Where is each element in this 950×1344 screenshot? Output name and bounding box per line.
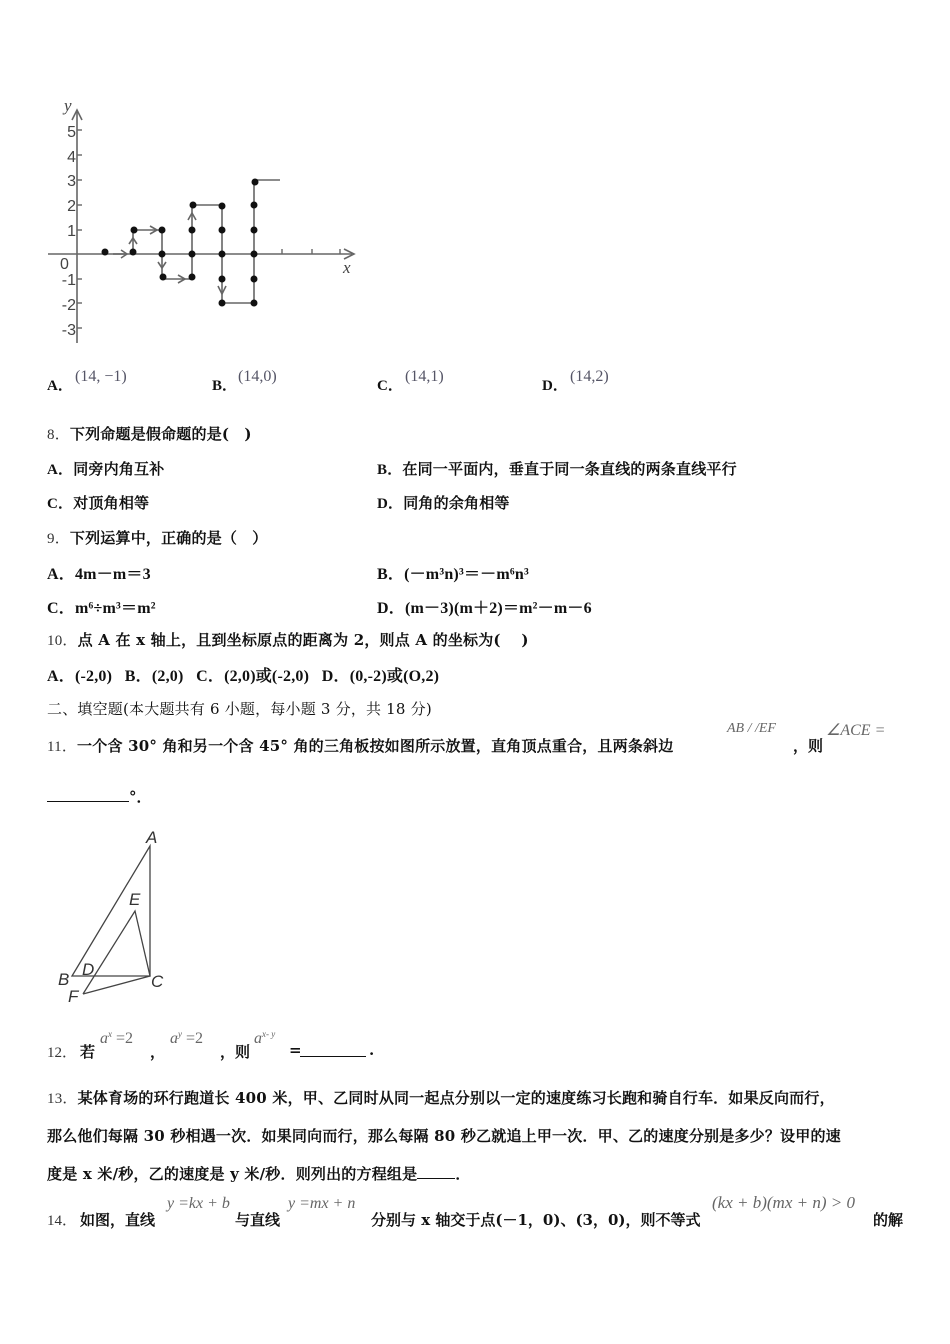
q14-math-inequality: (kx + b)(mx + n) > 0	[712, 1193, 855, 1212]
q7-option-b-value: (14,0)	[238, 368, 277, 385]
y-tick-neg3: -3	[61, 321, 76, 339]
q11-math-angle: ∠ACE =	[826, 722, 886, 739]
q8-option-c[interactable]: C．对顶角相等	[47, 494, 150, 512]
q14-math-line2: y =mx + n	[288, 1195, 356, 1212]
q13-line-2: 那么他们每隔 30 秒相遇一次．如果同向而行，那么每隔 80 秒乙就追上甲一次．甲、乙的速度分别是多少？设甲的速	[47, 1127, 841, 1145]
y-tick-4: 4	[67, 148, 76, 166]
y-tick-2: 2	[67, 198, 76, 216]
q9-stem: 9．下列运算中，正确的是（ ）	[47, 529, 268, 547]
x-axis-label: x	[343, 258, 351, 277]
label-D: D	[82, 960, 95, 979]
q8-option-a[interactable]: A．同旁内角互补	[47, 460, 165, 478]
y-tick-neg1: -1	[61, 272, 76, 290]
q9-option-d[interactable]: D．(m－3)(m＋2)＝m²－m－6	[377, 600, 592, 617]
q7-option-b[interactable]: B．	[212, 378, 238, 394]
q10-stem: 10．点 A 在 x 轴上，且到坐标原点的距离为 2，则点 A 的坐标为( )	[47, 631, 529, 649]
q11-stem: 11．一个含 30° 角和另一个含 45° 角的三角板按如图所示放置，直角顶点重合，且两条斜边	[47, 737, 674, 755]
section-heading: 二、填空题(本大题共有 6 小题，每小题 3 分，共 18 分)	[47, 700, 432, 718]
q12-line: 12． 若 $a^x =2$ ， $a^y =2$ ，则 $a^{x- y}$ = .	[47, 1029, 375, 1061]
q7-option-d[interactable]: D．	[542, 378, 568, 394]
q8-option-b[interactable]: B．在同一平面内，垂直于同一条直线的两条直线平行	[377, 460, 737, 478]
label-C: C	[151, 972, 164, 991]
q13-answer-blank[interactable]	[417, 1164, 455, 1179]
q13-line-1: 13．某体育场的环行跑道长 400 米，甲、乙同时从同一起点分别以一定的速度练习长跑和骑自行车．如果反向而行，	[47, 1089, 835, 1107]
q10-option-d[interactable]: D．(0,-2)或(O,2)	[321, 668, 440, 685]
q7-option-a-value: (14, −1)	[75, 368, 127, 385]
q9-option-a[interactable]: A．4m－m＝3	[47, 566, 151, 583]
q7-option-c-value: (14,1)	[405, 368, 444, 385]
q12-answer-blank[interactable]	[300, 1042, 366, 1057]
q9-option-c[interactable]: C．m⁶÷m³＝m²	[47, 600, 156, 617]
q7-graph	[40, 92, 370, 352]
q11-math-parallel: AB / /EF	[727, 721, 776, 736]
q10-option-c[interactable]: C．(2,0)或(-2,0)	[196, 668, 310, 685]
q7-option-d-value: (14,2)	[570, 368, 609, 385]
q12-math-ay: $a^y =2$	[170, 1029, 204, 1047]
q11-triangle-figure	[50, 822, 180, 1007]
q12-math-axy: $a^{x- y}$	[254, 1029, 276, 1047]
label-B: B	[58, 970, 70, 989]
y-tick-labels	[52, 121, 76, 343]
triangle-diagram	[50, 822, 180, 1007]
origin-label: 0	[60, 256, 69, 273]
q14-math-line1: y =kx + b	[167, 1195, 230, 1212]
y-tick-neg2: -2	[61, 296, 76, 314]
q7-options	[47, 368, 747, 392]
q10-option-b[interactable]: B．(2,0)	[124, 668, 184, 685]
q8-option-d[interactable]: D．同角的余角相等	[377, 494, 510, 512]
y-axis-label: y	[64, 96, 72, 115]
step-path-chart	[40, 92, 370, 352]
q13-line-3: 度是 x 米/秒，乙的速度是 y 米/秒．则列出的方程组是 ．	[47, 1165, 471, 1183]
q10-option-a[interactable]: A．(-2,0)	[47, 668, 113, 685]
q11-answer-blank[interactable]	[47, 787, 129, 802]
q7-option-c[interactable]: C．	[377, 378, 403, 394]
q11-answer-line: °．	[47, 786, 152, 807]
q14-line: 14． 如图，直线 y =kx + b 与直线 y =mx + n 分别与 x 轴交于点(－1，0)、(3，0)，则不等式 (kx + b)(mx + n) > 0 的解	[47, 1193, 904, 1229]
q10-options	[47, 663, 439, 686]
y-tick-5: 5	[67, 124, 76, 141]
q9-option-b[interactable]: B．(－m³n)³＝－m⁶n³	[377, 566, 529, 583]
q11-connector: ，则	[793, 737, 824, 755]
label-E: E	[129, 890, 141, 909]
y-tick-3: 3	[67, 173, 76, 191]
q7-option-a[interactable]: A．	[47, 378, 73, 394]
label-A: A	[146, 828, 158, 847]
label-F: F	[68, 987, 79, 1006]
q12-math-ax: $a^x =2$	[100, 1029, 134, 1047]
q8-stem: 8．下列命题是假命题的是( )	[47, 425, 252, 443]
y-tick-1: 1	[67, 222, 76, 240]
